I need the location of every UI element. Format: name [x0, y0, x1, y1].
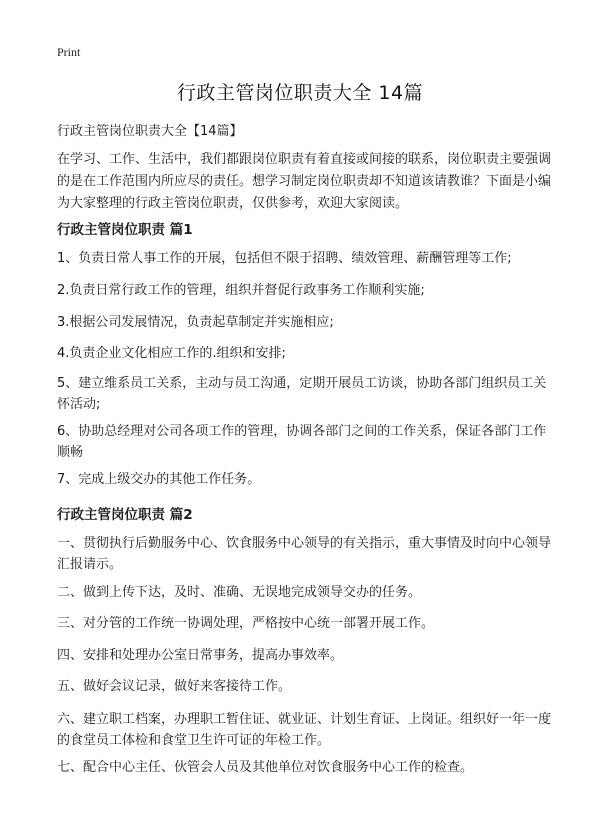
section-1-item: 2.负责日常行政工作的管理，组织并督促行政事务工作顺利实施; [57, 283, 425, 298]
section-1-item: 3.根据公司发展情况，负责起草制定并实施相应; [57, 315, 334, 330]
section-1-item: 6、协助总经理对公司各项工作的管理，协调各部门之间的工作关系，保证各部门工作顺畅 [57, 424, 547, 460]
document-subtitle: 行政主管岗位职责大全【14篇】 [57, 124, 243, 139]
section-2-item: 五、做好会议记录，做好来客接待工作。 [57, 679, 292, 694]
section-2-item: 三、对分管的工作统一协调处理，严格按中心统一部署开展工作。 [57, 616, 435, 631]
section-1-item: 7、完成上级交办的其他工作任务。 [57, 472, 261, 487]
section-2-heading: 行政主管岗位职责 篇2 [57, 507, 193, 523]
print-label: Print [57, 45, 81, 59]
section-2-item: 七、配合中心主任、伙管会人员及其他单位对饮食服务中心工作的检查。 [57, 760, 474, 775]
section-1-item: 4.负责企业文化相应工作的.组织和安排; [57, 346, 286, 361]
section-1-item: 5、建立维系员工关系，主动与员工沟通，定期开展员工访谈，协助各部门组织员工关怀活动; [57, 376, 547, 412]
section-1-heading: 行政主管岗位职责 篇1 [57, 222, 193, 238]
intro-paragraph: 在学习、工作、生活中，我们都跟岗位职责有着直接或间接的联系，岗位职责主要强调的是在工作范围内所应尽的责任。想学习制定岗位职责却不知道该请教谁？下面是小编为大家整理的行政主管岗位职责，仅供参考，欢迎大家阅读。 [57, 152, 552, 211]
page-title: 行政主管岗位职责大全 14篇 [176, 82, 424, 104]
section-2-item: 一、贯彻执行后勤服务中心、饮食服务中心领导的有关指示，重大事情及时向中心领导汇报请示。 [57, 536, 552, 572]
section-2-item: 二、做到上传下达，及时、准确、无误地完成领导交办的任务。 [57, 585, 422, 600]
section-2-item: 四、安排和处理办公室日常事务，提高办事效率。 [57, 648, 344, 663]
section-1-item: 1、负责日常人事工作的开展，包括但不限于招聘、绩效管理、薪酬管理等工作; [57, 251, 512, 266]
section-2-item: 六、建立职工档案，办理职工暂住证、就业证、计划生育证、上岗证。组织好一年一度的食堂员工体检和食堂卫生许可证的年检工作。 [57, 712, 552, 748]
